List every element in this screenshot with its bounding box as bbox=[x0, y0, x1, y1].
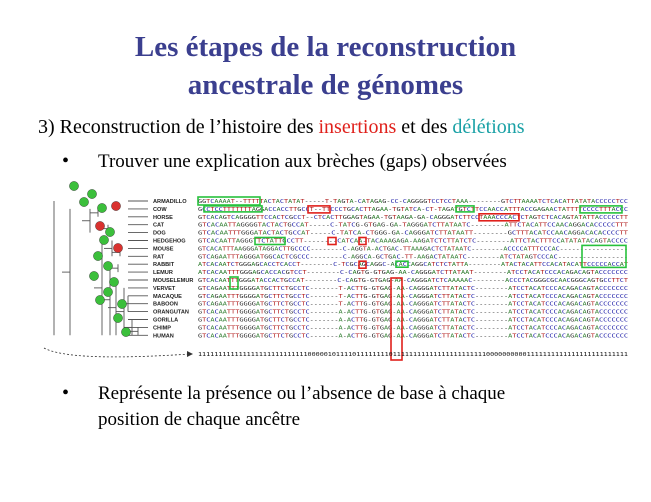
species-label-horse: HORSE bbox=[153, 214, 173, 221]
ancestor-node-present bbox=[99, 235, 108, 244]
sequence-row: GTCACAATTTGGGGATGCTTCTGCCTC-------A-ACTTG-GTGAG-AA-CAGGGATCTTATACTC--------ATCCTACATCCCACAGACAGTACCCCCCC bbox=[198, 325, 627, 332]
species-label-baboon: BABOON bbox=[153, 301, 178, 308]
insertions-word: insertions bbox=[318, 116, 397, 138]
slide-title-line-1: Les étapes de la reconstruction bbox=[134, 31, 517, 63]
species-label-gorilla: GORILLA bbox=[153, 317, 179, 324]
deletions-word: délétions bbox=[452, 116, 525, 138]
sequence-row: GCCTCCTTTTTTTAGGACCACCTTGCCT--TTCCCTGCACTTAGAA-TGTATCA-CT-TAGATGTCTTCCAACCATTTACCGAGAACTATTTTCCCCTTTACCC bbox=[198, 206, 627, 213]
species-label-orangutan: ORANGUTAN bbox=[153, 309, 189, 316]
sequence-row: ATCACAATTTGGGAGCACCACGTCCT--------C-CAGTG-GTGAG-AA-CAGGGATCTTATAAT--------ATCCTACATCCCACAGACAGTACCCCCCC bbox=[198, 270, 627, 277]
sequence-row: GTCACAATTAGGGTTCTATTGCCTT--------CATCAA-TACAAAGAGA-AAGATCTCTTATCTC--------ATTCTACTTTCCATATATACAGTACCCC bbox=[198, 238, 627, 245]
species-label-rabbit: RABBIT bbox=[153, 262, 175, 269]
species-label-human: HUMAN bbox=[153, 333, 174, 340]
bullet-marker-2: • bbox=[62, 382, 70, 404]
species-label-rat: RAT bbox=[153, 254, 165, 261]
ancestor-node-present bbox=[121, 327, 130, 336]
presence-absence-row bbox=[44, 348, 628, 358]
species-label-macaque: MACAQUE bbox=[153, 293, 182, 300]
species-label-chimp: CHIMP bbox=[153, 325, 172, 332]
bullet-marker-1: • bbox=[62, 150, 70, 172]
arrowhead bbox=[187, 351, 193, 357]
ancestor-node-present bbox=[69, 181, 78, 190]
phylogenetic-tree bbox=[54, 181, 148, 336]
sequence-row: ATCACAATCTGGGAGCACCTCACCT--------C-TCGCAGCAGGC-ACACCAGGCATCTCTATTA--------ATACTACATTCCACATACATTCCCCCACCAT bbox=[198, 262, 628, 269]
sequence-alignment bbox=[198, 199, 628, 339]
sequence-row: GTCAGAATTTGGGGATGCTTCTGCCTC-------T-ACTTG-GTGAG-AA-CAGGGATCTTATACTC--------ATCCTACATCCCACAGACAGTACCCCCCC bbox=[198, 293, 627, 300]
section-text-part-2: et des bbox=[401, 116, 448, 138]
ancestor-node-present bbox=[103, 287, 112, 296]
sequence-row: GTCACAATTAGGGGTACTACTGCCAT-----C-TATCG-GTGAG-GA-TAGGGATCTTATAATC--------ATTCTACATTCCAACAGGACACCCCCTTT bbox=[198, 222, 627, 229]
section-number: 3) bbox=[38, 116, 55, 138]
species-labels bbox=[153, 199, 193, 339]
ancestor-node-absent bbox=[95, 221, 104, 230]
sequence-row: GTCAGAATTTGGGGATGCTTCTGCCTC-------T-ACTTG-GTGAG-AA-CAGGGATCTTATACTC--------ATCCTACATCCCACAGACAGTACCCCCCC bbox=[198, 301, 627, 308]
section-heading bbox=[38, 116, 525, 139]
sequence-row: GGTCAAAAT--TTTTTACTACTATAT-----T-TAGTA-CATAGAG-CC-CAGGGGTCCTCCTAAA--------GTCTTAAAATCTCACATTATATACCCCCTCC bbox=[198, 199, 628, 205]
ancestor-node-present bbox=[89, 271, 98, 280]
alignment-figure bbox=[40, 180, 635, 370]
sequence-row: GTCAGAATTTAGGGATGGCACTCGCCC--------C-AGGCA-GCTGAC-TT-AAGACTATAATC--------ATCTATAGTCCCAC----------------- bbox=[198, 254, 627, 261]
species-label-vervet: VERVET bbox=[153, 285, 176, 292]
ancestor-node-present bbox=[87, 189, 96, 198]
ancestor-node-present bbox=[103, 261, 112, 270]
ancestor-node-present bbox=[113, 313, 122, 322]
sequence-row: GTCACAATTTGGGGATGCTTCTGCCTC-------A-ACTTG-GTGAG-AA-CAGGGATCTTATACTC--------ATCCTACATCCCACAGACAGTACCCCCCC bbox=[198, 309, 627, 316]
species-label-lemur: LEMUR bbox=[153, 270, 173, 277]
species-label-cow: COW bbox=[153, 206, 167, 213]
binary-string: 1111111111111111111111111110000010111101111111101111111111111111111111100000000001111111111111111111111111 bbox=[198, 352, 628, 358]
species-label-dog: DOG bbox=[153, 230, 166, 237]
species-label-armadillo: ARMADILLO bbox=[153, 199, 187, 205]
bullet-text-gaps: Trouver une explication aux brèches (gaps) observées bbox=[98, 151, 507, 172]
ancestor-node-present bbox=[79, 197, 88, 206]
ancestor-node-absent bbox=[111, 201, 120, 210]
ancestor-node-present bbox=[93, 251, 102, 260]
ancestor-node-present bbox=[109, 277, 118, 286]
slide-title-line-2: ancestrale de génomes bbox=[187, 69, 464, 101]
sequence-row: GTCACAGTCAGGGGTTCCACTCGCCT--CTCACTTGGAGTAGAA-TGTAAGA-GA-CAGGGATCTTCCTAAACCCACTCTAGTCTCACAGTATATTACCCCCTT bbox=[198, 214, 627, 221]
ancestor-node-present bbox=[95, 295, 104, 304]
sequence-row: GTCACAATTTGGGATACTACTGCCAT-----C-TATCA-CTGGG-GA-CAGGGATCTTATAATT--------GCTTTACATCCAACAGGACACACCCCTT bbox=[198, 230, 627, 237]
ancestor-node-absent bbox=[113, 243, 122, 252]
species-label-hedgehog: HEDGEHOG bbox=[153, 238, 186, 245]
sequence-row: GTCACAATTTGGGGATGCTTCTGCCTC-------A-ACTTG-GTGAG-AA-CAGGGATCTTATACTC--------ATCCTACATCCCACAGACAGTACCCCCCC bbox=[198, 317, 627, 324]
sequence-row: GTCACATTTAAGGGATAGGACTTGCCCC--------C-AGGTA-ACTGAC-TTAAAGACTCTATAATC--------ACCCCATTTCCCAC----------------- bbox=[198, 246, 628, 253]
ancestor-node-present bbox=[117, 299, 126, 308]
bullet-text-presence-line-1: Représente la présence ou l’absence de base à chaque bbox=[98, 383, 506, 404]
ancestor-node-present bbox=[105, 227, 114, 236]
species-label-mouse: MOUSE bbox=[153, 246, 174, 253]
dashed-arrow bbox=[44, 348, 190, 357]
species-label-mouselemur: MOUSELEMUR bbox=[153, 278, 194, 284]
species-label-cat: CAT bbox=[153, 222, 165, 229]
ancestor-node-present bbox=[97, 203, 106, 212]
sequence-row: GTCAGAATTTGGGGATGCTTCTGCCTC-------T-ACTTG-GTGAG-AA-CAGGGATCTTATACTC--------ATCCTACATCCCACAGACAGTACCCCCCC bbox=[198, 285, 627, 292]
sequence-row: GTCACAATTTGGGATACCACTGCCAT--------C-CAGTG-GTGAG-AA-CAGGGATCTCAAAAAC--------ACCCTACGGGCGCAACGGGCAGTGCCTTCT bbox=[198, 278, 628, 284]
bullet-text-presence-line-2: position de chaque ancêtre bbox=[98, 409, 301, 430]
sequence-row: GTCACAATTTGGGGATGCTTCTGCCTC-------A-ACTTG-GTGAG-AA-CAGGGATCTTATACTC--------ATCCTACATCCCACAGACAGTACCCCCCC bbox=[198, 333, 627, 340]
section-text-part-1: Reconstruction de l’histoire des bbox=[59, 116, 314, 138]
